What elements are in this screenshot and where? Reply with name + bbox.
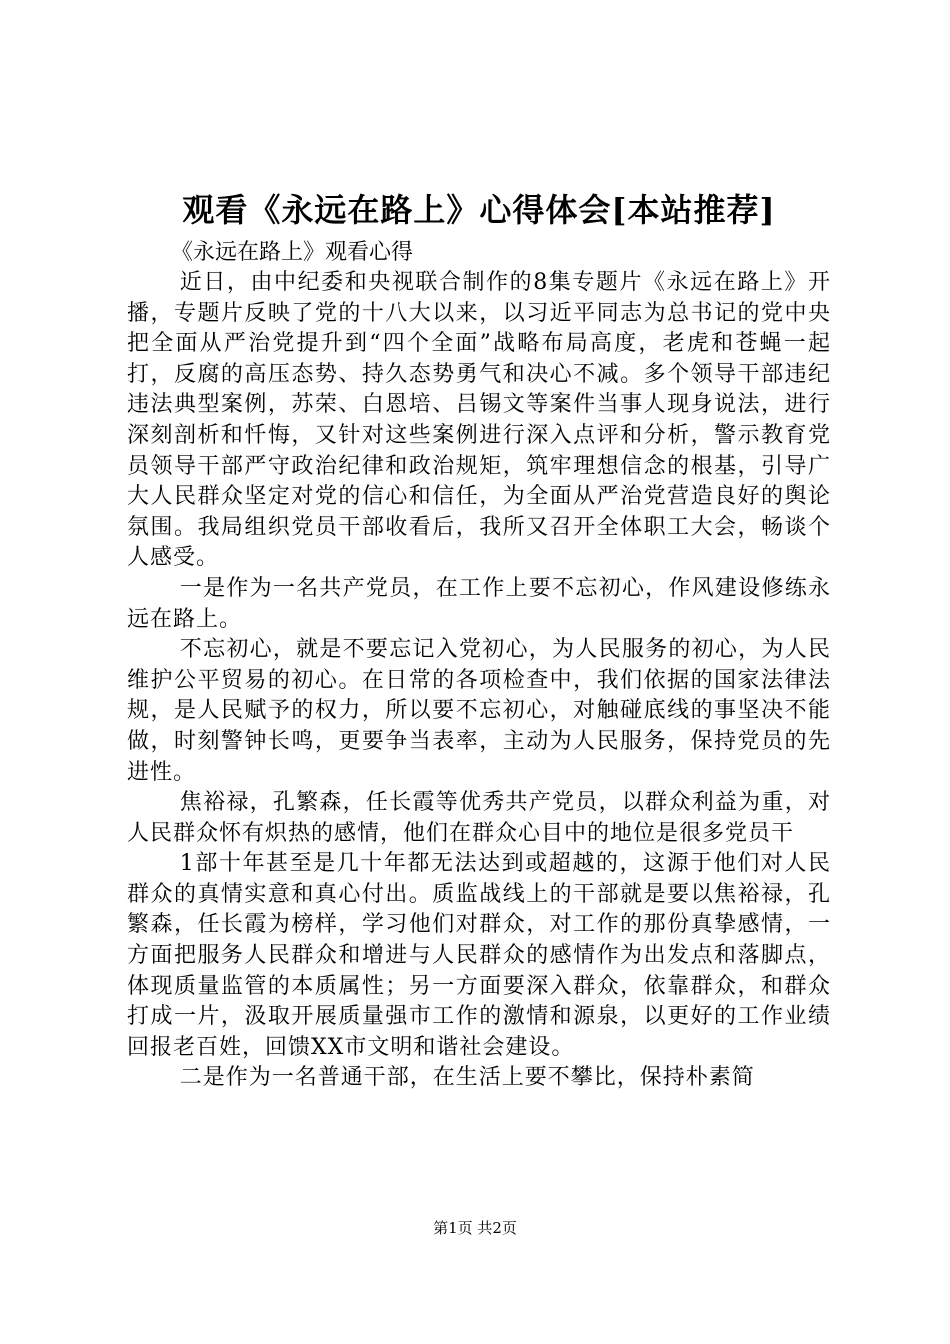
document-title: 观看《永远在路上》心得体会[本站推荐] bbox=[182, 191, 776, 229]
document-body bbox=[127, 268, 831, 1094]
document-page bbox=[127, 182, 831, 1094]
document-subtitle: 《永远在路上》观看心得 bbox=[171, 240, 414, 265]
paragraph-role-models: 焦裕禄，孔繁森，任长霞等优秀共产党员，以群众利益为重，对人民群众怀有炽热的感情，他们在群众心目中的地位是很多党员干 bbox=[127, 790, 831, 846]
paragraph-point-two: 二是作为一名普通干部，在生活上要不攀比，保持朴素简 bbox=[179, 1065, 755, 1091]
paragraph-intro: 近日，由中纪委和央视联合制作的8集专题片《永远在路上》开播，专题片反映了党的十八大以来，以习近平同志为总书记的党中央把全面从严治党提升到“四个全面”战略布局高度，老虎和苍蝇一起打，反腐的高压态势、持久态势勇气和决心不减。多个领导干部违纪违法典型案例，苏荣、白恩培、吕锡文等案件当事人现身说法，进行深刻剖析和忏悔，又针对这些案例进行深入点评和分析，警示教育党员领导干部严守政治纪律和政治规矩，筑牢理想信念的根基，引导广大人民群众坚定对党的信心和信任，为全面从严治党营造良好的舆论氛围。我局组织党员干部收看后，我所又召开全体职工大会，畅谈个人感受。 bbox=[127, 270, 831, 571]
page-number-footer: 第1页 共2页 bbox=[433, 1219, 517, 1237]
paragraph-original-intent: 不忘初心，就是不要忘记入党初心，为人民服务的初心，为人民维护公平贸易的初心。在日常的各项检查中，我们依据的国家法律法规，是人民赋予的权力，所以要不忘初心，对触碰底线的事坚决不能做，时刻警钟长鸣，更要争当表率，主动为人民服务，保持党员的先进性。 bbox=[127, 637, 831, 785]
paragraph-point-one: 一是作为一名共产党员，在工作上要不忘初心，作风建设修练永远在路上。 bbox=[127, 575, 831, 632]
paragraph-learning: 1部十年甚至是几十年都无法达到或超越的，这源于他们对人民群众的真情实意和真心付出。质监战线上的干部就是要以焦裕禄，孔繁森，任长霞为榜样，学习他们对群众，对工作的那份真挚感情，一方面把服务人民群众和增进与人民群众的感情作为出发点和落脚点，体现质量监管的本质属性；另一方面要深入群众，依靠群众，和群众打成一片，汲取开展质量强市工作的激情和源泉，以更好的工作业绩回报老百姓，回馈XX市文明和谐社会建设。 bbox=[127, 851, 831, 1060]
